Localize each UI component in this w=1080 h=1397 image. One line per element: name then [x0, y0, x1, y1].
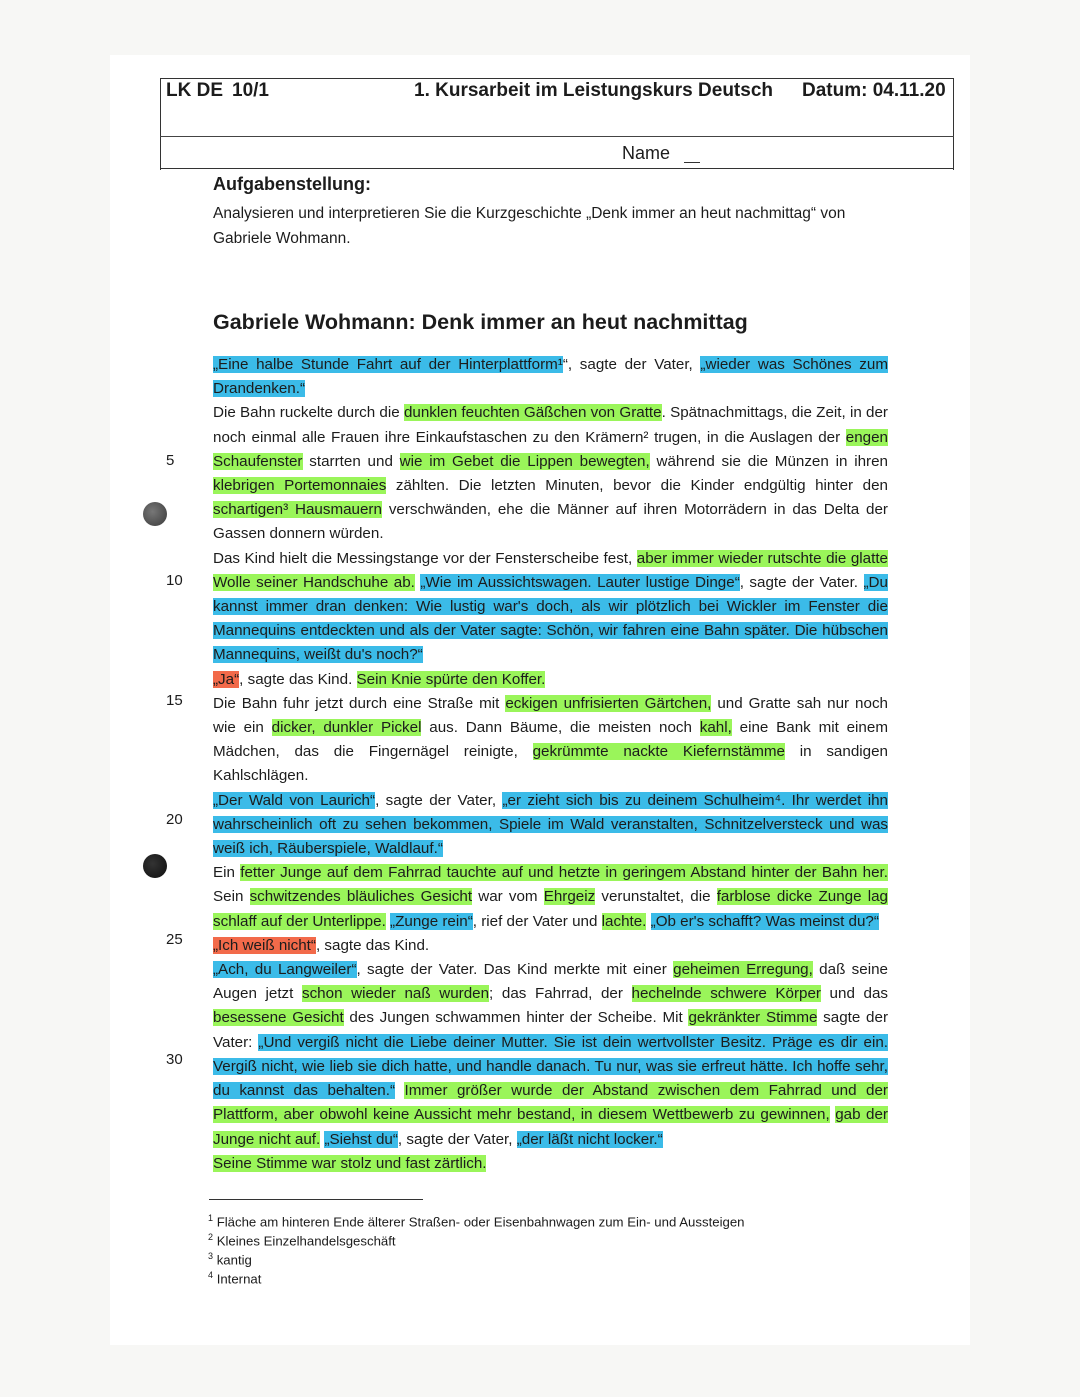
text-run: und das	[820, 985, 888, 1003]
line-number: 5	[166, 452, 175, 469]
text-run: war vom	[472, 888, 544, 906]
highlight-green: gekränkter Stimme	[688, 1009, 818, 1027]
header-divider	[160, 136, 954, 137]
text-run: eine Bank mit einem Mädchen, das die Fingernägel reinigte,	[213, 719, 888, 761]
highlight-blue: „er zieht sich bis zu deinem Schulheim⁴. Ihr werdet ihn wahrscheinlich oft zu sehen bekommen, Spiele im Wald veranstalten, Schnitzelversteck und was weiß ich, Räuberspiele, Waldlauf.“	[213, 791, 888, 858]
highlight-green: Ehrgeiz	[543, 888, 596, 906]
line-number: 30	[166, 1051, 183, 1068]
text-run: daß seine Augen jetzt	[213, 961, 888, 1003]
highlight-green: kahl,	[699, 719, 732, 737]
footnote-rule	[209, 1199, 423, 1200]
punch-hole	[143, 854, 167, 878]
highlight-blue: „Wie im Aussichtswagen. Lauter lustige Dinge“	[420, 573, 740, 591]
story-paragraph	[213, 789, 888, 862]
highlight-green: schwitzendes bläuliches Gesicht	[249, 888, 473, 906]
highlight-green: schartigen³ Hausmauern	[213, 501, 382, 519]
text-run: , sagte der Vater.	[739, 573, 864, 591]
highlight-blue: „Siehst du“	[324, 1130, 398, 1148]
name-label: Name	[622, 143, 671, 163]
highlight-blue: „Ob er's schafft? Was meinst du?“	[650, 912, 879, 930]
text-run: Sein	[213, 888, 250, 906]
highlight-green: lachte.	[601, 912, 647, 930]
highlight-green: dicker, dunkler Pickel	[271, 719, 422, 737]
exam-title: 1. Kursarbeit im Leistungskurs Deutsch	[414, 80, 773, 101]
class-number: 10/1	[232, 80, 269, 101]
text-run: in sandigen Kahlschlägen.	[213, 743, 888, 785]
story-paragraph	[213, 353, 888, 401]
text-run: . Spätnachmittags, die Zeit, in der noch einmal alle Frauen ihre Einkaufstaschen zu den Krämern² trugen, in die Auslagen der	[213, 404, 888, 446]
text-run: “, sagte der Vater,	[562, 356, 701, 373]
story-paragraph	[213, 958, 888, 1152]
highlight-green: gab der Junge nicht auf.	[213, 1106, 888, 1148]
text-run: aus. Dann Bäume, die meisten noch	[421, 719, 700, 737]
text-run: Ein	[213, 864, 241, 882]
story-paragraph	[213, 547, 888, 668]
header-bottom-rule	[160, 168, 954, 169]
line-number: 25	[166, 931, 183, 948]
highlight-red: „Ja“	[213, 670, 240, 688]
story-text	[213, 353, 888, 1176]
footnote: $^3$ kantig	[208, 1251, 252, 1268]
footnote: $^4$ Internat	[208, 1270, 262, 1287]
highlight-blue: „Zunge rein“	[390, 912, 473, 930]
text-run: verunstaltet, die	[595, 888, 717, 906]
highlight-green: farblose dicke Zunge lag schlaff auf der Unterlippe.	[213, 888, 888, 930]
highlight-green: dunklen feuchten Gäßchen von Gratte	[403, 404, 662, 422]
highlight-green: klebrigen Portemonnaies	[213, 477, 387, 495]
highlight-green: geheimen Erregung,	[673, 961, 813, 979]
text-run: , sagte der Vater,	[397, 1130, 517, 1148]
highlight-green: engen Schaufenster	[213, 428, 888, 470]
highlight-green: gekrümmte nackte Kiefernstämme	[532, 743, 785, 761]
footnote: $^2$ Kleines Einzelhandelsgeschäft	[208, 1232, 396, 1249]
highlight-blue: „Du kannst immer dran denken: Wie lustig war's doch, als wir plötzlich bei Wickler im Fenster die Mannequins entdeckten und als der Vater sagte: Schön, wir fahren eine Bahn später. Die hübschen Mannequins, weißt du's noch?“	[213, 573, 888, 664]
text-run: , sagte das Kind.	[239, 670, 357, 688]
text-run: verschwänden, ehe die Männer auf ihren Motorrädern in das Delta der Gassen donnern würden.	[213, 501, 888, 543]
text-run: , sagte das Kind.	[315, 936, 430, 954]
text-run: Die Bahn ruckelte durch die	[213, 404, 404, 422]
task-text: Analysieren und interpretieren Sie die Kurzgeschichte „Denk immer an heut nachmittag“ von Gabriele Wohmann.	[213, 205, 846, 247]
text-run: starrten und	[302, 452, 400, 470]
highlight-green: aber immer wieder rutschte die glatte Wolle seiner Handschuhe ab.	[213, 549, 888, 591]
line-number: 20	[166, 811, 183, 828]
footnote: $^1$ Fläche am hinteren Ende älterer Straßen- oder Eisenbahnwagen zum Ein- und Aussteigen	[208, 1213, 745, 1230]
highlight-red: „Ich weiß nicht“	[213, 936, 316, 954]
story-paragraph	[213, 1152, 888, 1176]
highlight-blue: „Ach, du Langweiler“	[213, 961, 357, 979]
story-title: Gabriele Wohmann: Denk immer an heut nachmittag	[213, 310, 748, 334]
text-run: während sie die Münzen in ihren	[649, 452, 888, 470]
highlight-blue: „Der Wald von Laurich“	[213, 791, 376, 809]
highlight-green: wie im Gebet die Lippen bewegten,	[399, 452, 650, 470]
text-run	[646, 913, 650, 930]
story-paragraph	[213, 861, 888, 934]
line-number: 15	[166, 692, 183, 709]
highlight-blue: „Eine halbe Stunde Fahrt auf der Hinterplattform¹	[213, 356, 563, 373]
text-run: Das Kind hielt die Messingstange vor der Fensterscheibe fest,	[213, 549, 637, 567]
highlight-green: fetter Junge auf dem Fahrrad tauchte auf und hetzte in geringem Abstand hinter der Bahn her.	[240, 864, 888, 882]
text-run: , sagte der Vater,	[375, 791, 503, 809]
highlight-green: Seine Stimme war stolz und fast zärtlich.	[213, 1154, 487, 1172]
text-run: sagte der Vater:	[213, 1009, 889, 1051]
highlight-green: schon wieder naß wurden	[301, 985, 490, 1003]
task-heading: Aufgabenstellung:	[213, 174, 371, 194]
story-paragraph	[213, 934, 888, 958]
highlight-green: Immer größer wurde der Abstand zwischen dem Fahrrad und der Plattform, aber obwohl keine Aussicht mehr bestand, in diesem Wettbewerb zu gewinnen,	[213, 1082, 888, 1124]
course-label: LK DE	[166, 80, 223, 101]
text-run: und Gratte sah nur noch wie ein	[213, 694, 888, 737]
punch-hole	[143, 502, 167, 526]
text-run: zählten. Die letzten Minuten, bevor die Kinder endgültig hinter den	[386, 477, 888, 495]
text-run: , sagte der Vater. Das Kind merkte mit einer	[356, 961, 674, 979]
exam-date: Datum: 04.11.20	[802, 80, 946, 101]
highlight-green: besessene Gesicht	[213, 1009, 344, 1027]
highlight-green: hechelnde schwere Körper	[631, 985, 821, 1003]
name-field-line[interactable]	[684, 162, 700, 163]
text-run: Die Bahn fuhr jetzt durch eine Straße mit	[213, 694, 506, 712]
highlight-green: Sein Knie spürte den Koffer.	[356, 670, 546, 688]
highlight-blue: „Und vergiß nicht die Liebe deiner Mutter. Sie ist dein wertvollster Besitz. Präge es dir ein. Vergiß nicht, wie lieb sie dich hatte, und handle danach. Tu nur, was sie erfreut hätte. Ich hoffe sehr, du kannst das behalten.“	[213, 1033, 888, 1100]
story-paragraph	[213, 668, 888, 692]
highlight-blue: „der läßt nicht locker.“	[516, 1130, 663, 1148]
text-run: des Jungen schwammen hinter der Scheibe. Mit	[343, 1009, 689, 1027]
text-run: ; das Fahrrad, der	[489, 985, 632, 1003]
highlight-blue: „wieder was Schönes zum Drandenken.“	[213, 356, 888, 398]
story-paragraph	[213, 692, 888, 789]
highlight-green: eckigen unfrisierten Gärtchen,	[505, 694, 712, 712]
text-run: , rief der Vater und	[472, 912, 602, 930]
line-number: 10	[166, 572, 183, 589]
story-paragraph	[213, 401, 888, 546]
